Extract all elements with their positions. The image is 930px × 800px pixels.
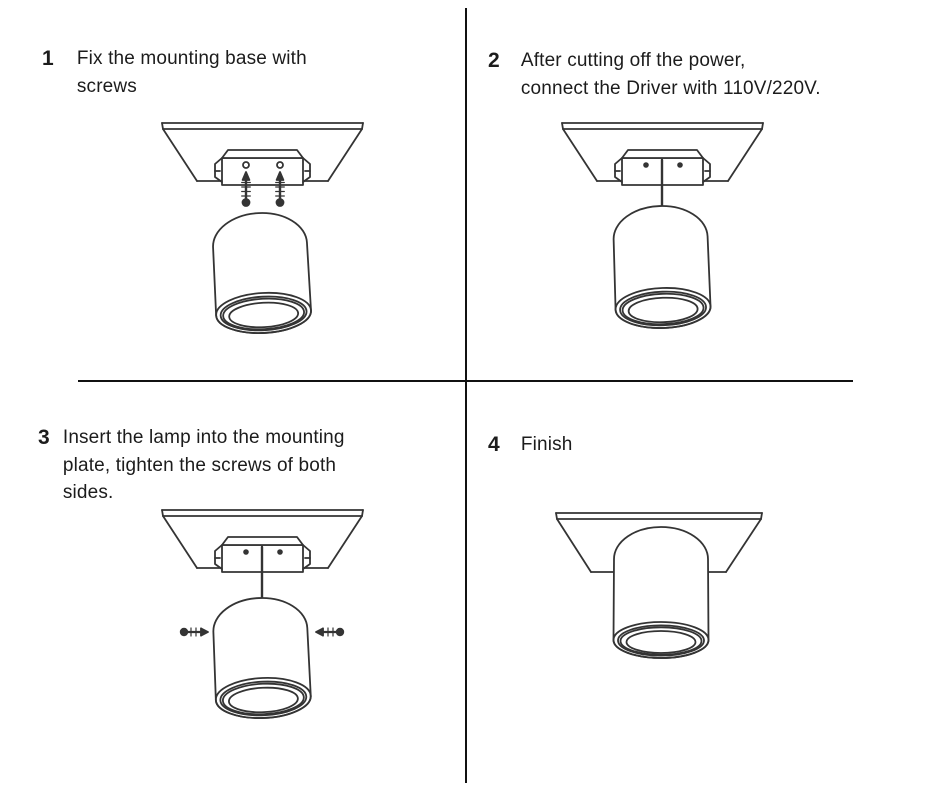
step-number: 2	[488, 49, 500, 72]
step-number: 1	[42, 47, 54, 70]
lamp-body	[614, 527, 709, 658]
instruction-line: sides.	[62, 482, 114, 503]
instruction-line: Fix the mounting base with	[76, 48, 307, 69]
instruction-line: screws	[76, 75, 137, 97]
lamp-body	[612, 204, 711, 329]
instruction-line: plate, tighten the screws of both	[62, 454, 337, 476]
illustration-step-3-insert-lamp	[150, 505, 370, 740]
step-number: 4	[488, 433, 500, 456]
step-instruction	[77, 45, 307, 100]
instruction-line: connect the Driver with 110V/220V.	[520, 77, 821, 99]
side-screw	[316, 628, 343, 636]
illustration-step-1-mounting-base	[150, 118, 370, 353]
lamp-body	[211, 211, 312, 336]
step-panel-3	[0, 381, 465, 800]
step-panel-2	[466, 0, 930, 380]
step-1-header	[42, 45, 307, 100]
step-4-header	[488, 431, 572, 459]
step-instruction	[521, 47, 821, 102]
step-instruction	[63, 424, 345, 507]
instruction-line: Insert the lamp into the mounting	[62, 427, 345, 448]
step-panel-4	[466, 381, 930, 800]
step-panel-1	[0, 0, 465, 380]
step-number: 3	[38, 426, 50, 449]
fixing-screw	[242, 172, 251, 206]
instruction-line: Finish	[520, 434, 573, 455]
illustration-step-2-wire-connection	[550, 118, 770, 353]
mounting-bracket	[215, 150, 310, 185]
step-3-header	[38, 424, 345, 507]
fixing-screw	[276, 172, 285, 206]
instruction-line: After cutting off the power,	[520, 50, 746, 71]
side-screw	[181, 628, 208, 636]
step-2-header	[488, 47, 821, 102]
step-instruction	[521, 431, 573, 459]
illustration-step-4-finished	[551, 505, 771, 665]
lamp-body	[211, 596, 311, 720]
